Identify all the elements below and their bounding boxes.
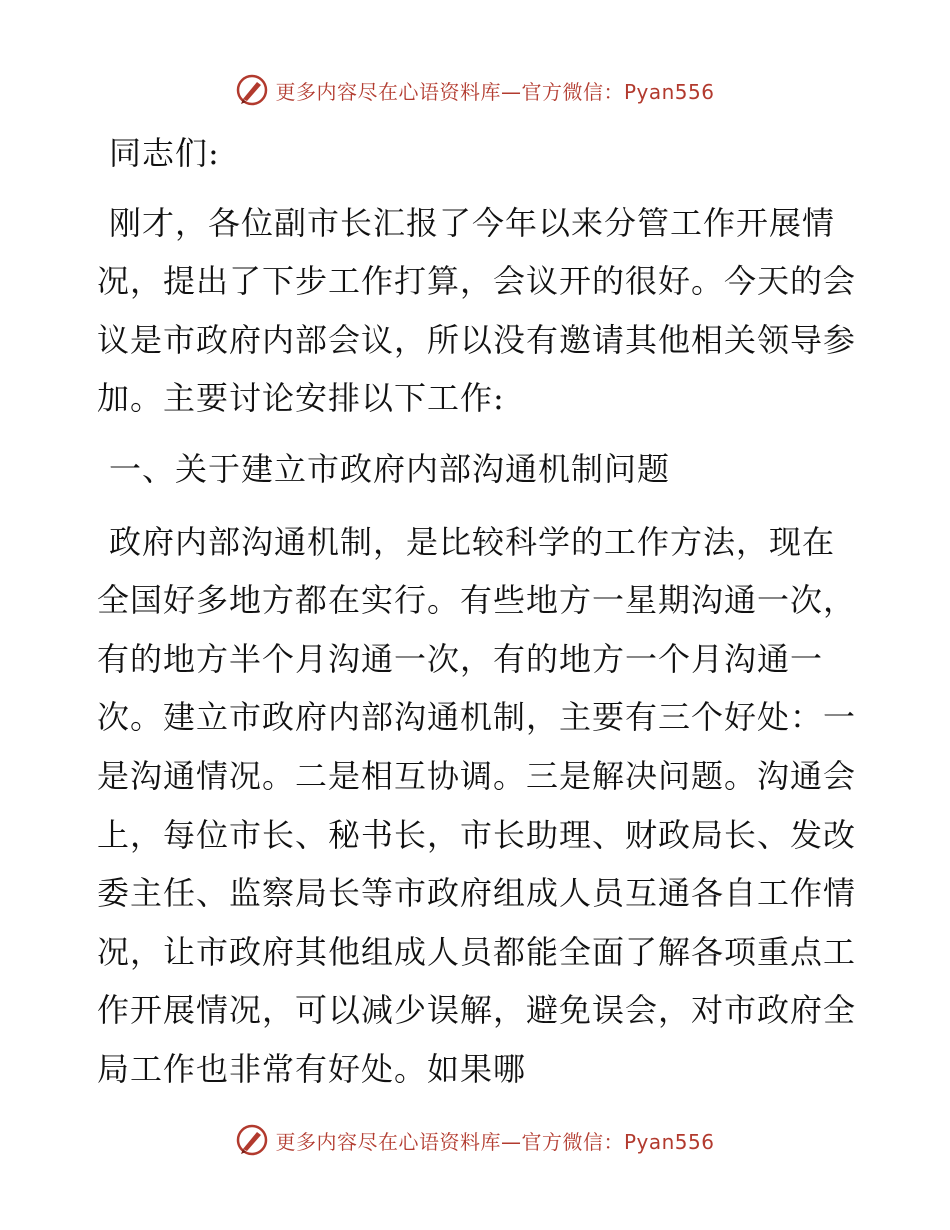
watermark-text: 更多内容尽在心语资料库—官方微信：Pyan556 (275, 79, 715, 104)
pen-logo-icon (235, 73, 269, 107)
pen-logo-icon (235, 1123, 269, 1157)
watermark-text: 更多内容尽在心语资料库—官方微信：Pyan556 (275, 1129, 715, 1154)
footer-watermark (0, 1120, 950, 1160)
paragraph-communication-mechanism: 政府内部沟通机制，是比较科学的工作方法，现在全国好多地方都在实行。有些地方一星期沟通一次，有的地方半个月沟通一次，有的地方一个月沟通一次。建立市政府内部沟通机制，主要有三个好处：一是沟通情况。二是相互协调。三是解决问题。沟通会上，每位市长、秘书长，市长助理、财政局长、发改委主任、监察局长等市政府组成人员互通各自工作情况，让市政府其他组成人员都能全面了解各项重点工作开展情况，可以减少误解，避免误会，对市政府全局工作也非常有好处。如果哪 (97, 522, 857, 1088)
section-heading-1: 一、关于建立市政府内部沟通机制问题 (109, 449, 671, 488)
salutation: 同志们: (109, 134, 220, 172)
header-watermark (0, 70, 950, 110)
document-body (97, 124, 857, 1099)
paragraph-intro: 刚才，各位副市长汇报了今年以来分管工作开展情况，提出了下步工作打算，会议开的很好。今天的会议是市政府内部会议，所以没有邀请其他相关领导参加。主要讨论安排以下工作: (97, 203, 857, 418)
